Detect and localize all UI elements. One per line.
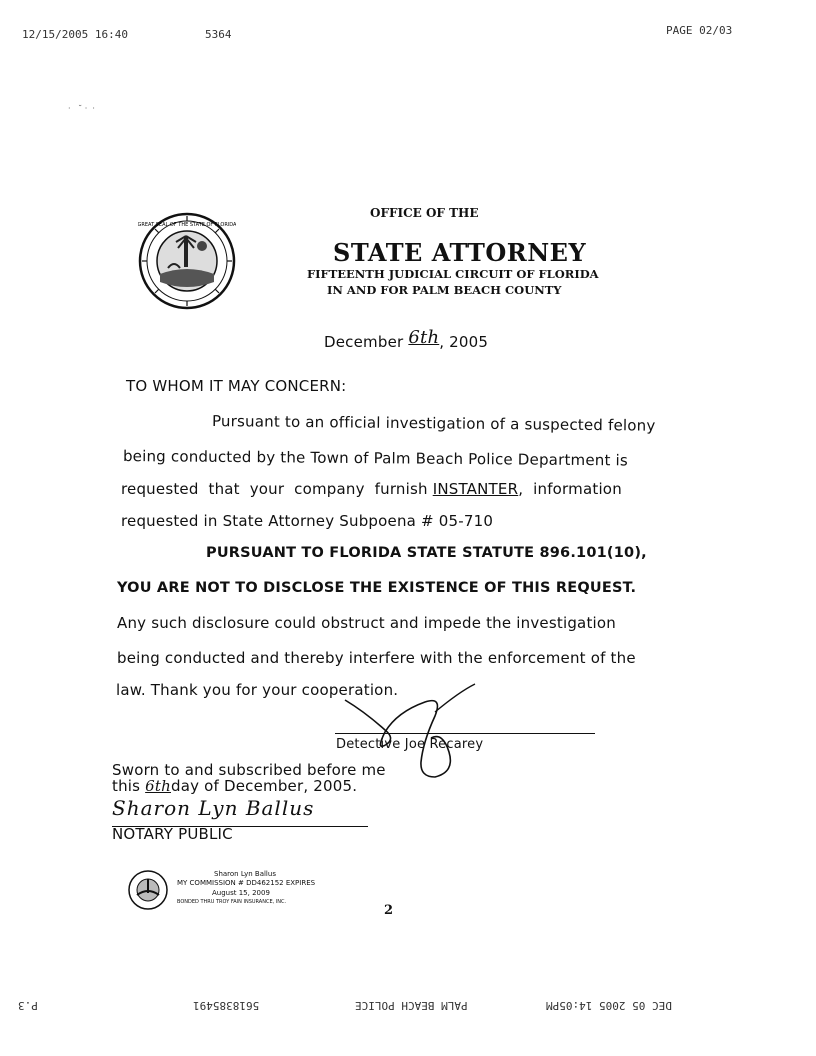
stamp-expires: August 15, 2009 (212, 889, 270, 897)
footer-dept: PALM BEACH POLICE (355, 999, 468, 1012)
date-year: , 2005 (439, 333, 489, 351)
notary-day-line (112, 777, 357, 795)
salutation: TO WHOM IT MAY CONCERN: (126, 377, 347, 395)
para2-line4: being conducted and thereby interfere with the enforcement of the (117, 649, 636, 667)
footer-time: DEC 05 2005 14:05PM (546, 999, 672, 1012)
instanter-text: INSTANTER (432, 480, 519, 498)
scan-speckle: · ˘ · · (68, 104, 95, 113)
letterhead-circuit: FIFTEENTH JUDICIAL CIRCUIT OF FLORIDA (307, 267, 599, 281)
footer-page: P.3 (18, 999, 38, 1012)
letterhead-title: STATE ATTORNEY (333, 238, 587, 267)
letterhead-county: IN AND FOR PALM BEACH COUNTY (327, 283, 562, 297)
notary-seal-icon (127, 869, 169, 911)
notary-this: this (112, 777, 146, 795)
stamp-name: Sharon Lyn Ballus (214, 870, 276, 878)
para1-line2: being conducted by the Town of Palm Beach Police Department is (122, 447, 629, 470)
date-month: December (324, 333, 404, 351)
para1-line3 (121, 480, 622, 498)
stamp-bonded: BONDED THRU TROY FAIN INSURANCE, INC. (177, 899, 287, 905)
seal-text: GREAT SEAL OF THE STATE OF FLORIDA (138, 222, 236, 228)
footer-phone: 5618385491 (193, 999, 260, 1012)
para2-line1: PURSUANT TO FLORIDA STATE STATUTE 896.101(10), (206, 545, 647, 561)
notary-day: 6th (145, 777, 171, 795)
para1-line1: Pursuant to an official investigation of a suspected felony (211, 412, 656, 435)
page-number: 2 (384, 903, 394, 918)
fax-code: 5364 (205, 28, 232, 41)
fax-datetime: 12/15/2005 16:40 (22, 28, 128, 41)
notary-sworn: Sworn to and subscribed before me (112, 761, 386, 779)
date-day: 6th (408, 327, 440, 348)
detective-name: Detective Joe Recarey (336, 737, 484, 752)
para1-line3-c: , information (518, 480, 622, 498)
para2-line3: Any such disclosure could obstruct and impede the investigation (117, 614, 616, 632)
para1-line3-a: requested that your company furnish (121, 480, 433, 498)
notary-day-rest: day of December, 2005. (170, 777, 358, 795)
state-seal-icon (138, 212, 236, 310)
para2-line2: YOU ARE NOT TO DISCLOSE THE EXISTENCE OF THIS REQUEST. (117, 580, 637, 596)
signature-line (335, 733, 595, 734)
notary-title: NOTARY PUBLIC (112, 825, 233, 843)
stamp-commission: MY COMMISSION # DD462152 EXPIRES (177, 879, 316, 887)
para1-line4: requested in State Attorney Subpoena # 05-710 (121, 512, 494, 530)
notary-signature: Sharon Lyn Ballus (112, 796, 315, 820)
para2-line5: law. Thank you for your cooperation. (116, 681, 399, 699)
letter-date (324, 327, 489, 352)
fax-page: PAGE 02/03 (666, 24, 733, 37)
letterhead-office: OFFICE OF THE (370, 206, 479, 220)
